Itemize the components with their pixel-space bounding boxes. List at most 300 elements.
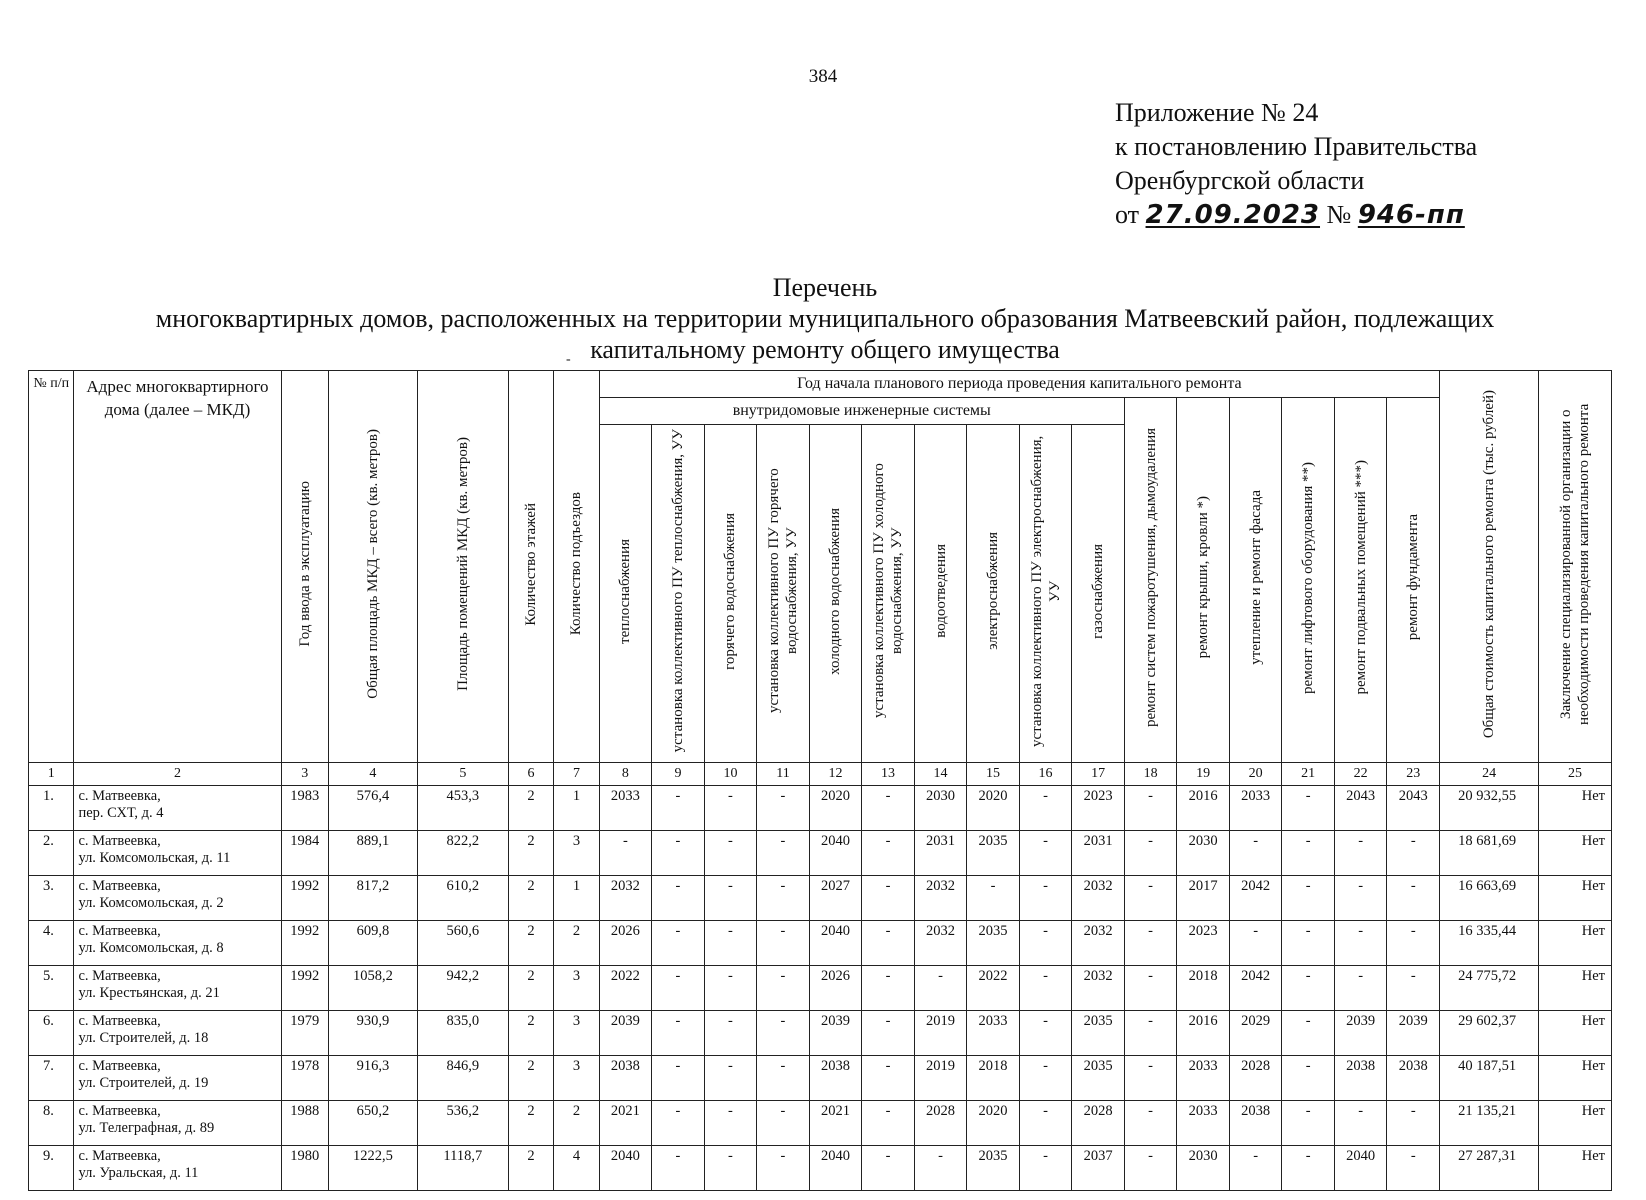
cell-col-15: 2020 bbox=[967, 786, 1020, 831]
cell-col-11: - bbox=[757, 1101, 810, 1146]
cell-col-12: 2040 bbox=[809, 831, 862, 876]
header-entrances: Количество подъездов bbox=[554, 371, 599, 763]
column-number: 10 bbox=[704, 763, 757, 786]
cell-col-4: 916,3 bbox=[328, 1056, 417, 1101]
cell-col-20: - bbox=[1229, 921, 1282, 966]
header-plan-group: Год начала планового периода проведения капитального ремонта bbox=[599, 371, 1439, 398]
cell-col-3: 1992 bbox=[281, 921, 328, 966]
cell-col-19: 2033 bbox=[1177, 1056, 1230, 1101]
cell-col-9: - bbox=[652, 786, 705, 831]
cell-col-16: - bbox=[1019, 786, 1072, 831]
cell-col-24: 20 932,55 bbox=[1440, 786, 1539, 831]
cell-col-9: - bbox=[652, 921, 705, 966]
cell-col-4: 930,9 bbox=[328, 1011, 417, 1056]
cell-col-9: - bbox=[652, 831, 705, 876]
cell-col-7: 1 bbox=[554, 876, 599, 921]
cell-col-22: - bbox=[1334, 876, 1387, 921]
header-num: № п/п bbox=[29, 371, 74, 763]
row-number: 3. bbox=[29, 876, 74, 921]
cell-col-8: 2032 bbox=[599, 876, 652, 921]
header-c16: установка коллективного ПУ электроснабжения, УУ bbox=[1019, 425, 1072, 763]
cell-col-3: 1983 bbox=[281, 786, 328, 831]
cell-col-6: 2 bbox=[508, 1056, 553, 1101]
column-number-row bbox=[29, 763, 1612, 786]
cell-col-10: - bbox=[704, 876, 757, 921]
cell-col-10: - bbox=[704, 1056, 757, 1101]
cell-col-6: 2 bbox=[508, 1011, 553, 1056]
header-c9: установка коллективного ПУ теплоснабжения, УУ bbox=[652, 425, 705, 763]
address-locality: с. Матвеевка, bbox=[78, 923, 161, 939]
cell-col-19: 2016 bbox=[1177, 1011, 1230, 1056]
cell-col-5: 846,9 bbox=[417, 1056, 508, 1101]
annex-date-line bbox=[1115, 198, 1477, 232]
annex-line-3: Оренбургской области bbox=[1115, 166, 1365, 195]
cell-col-24: 40 187,51 bbox=[1440, 1056, 1539, 1101]
cell-col-5: 822,2 bbox=[417, 831, 508, 876]
cell-col-12: 2040 bbox=[809, 1146, 862, 1191]
cell-col-19: 2023 bbox=[1177, 921, 1230, 966]
table-row bbox=[29, 786, 1612, 831]
cell-col-22: 2040 bbox=[1334, 1146, 1387, 1191]
cell-col-23: 2039 bbox=[1387, 1011, 1440, 1056]
cell-col-21: - bbox=[1282, 876, 1335, 921]
cell-col-7: 2 bbox=[554, 921, 599, 966]
column-number: 21 bbox=[1282, 763, 1335, 786]
cell-col-13: - bbox=[862, 1101, 915, 1146]
cell-col-21: - bbox=[1282, 786, 1335, 831]
cell-col-15: 2022 bbox=[967, 966, 1020, 1011]
cell-col-13: - bbox=[862, 1011, 915, 1056]
annex-line-1: Приложение № 24 bbox=[1115, 98, 1319, 127]
cell-col-13: - bbox=[862, 921, 915, 966]
header-c13: установка коллективного ПУ холодного водоснабжения, УУ bbox=[862, 425, 915, 763]
header-engineering-group: внутридомовые инженерные системы bbox=[599, 398, 1124, 425]
column-number: 13 bbox=[862, 763, 915, 786]
column-number: 19 bbox=[1177, 763, 1230, 786]
cell-col-3: 1978 bbox=[281, 1056, 328, 1101]
header-c17: газоснабжения bbox=[1072, 425, 1125, 763]
cell-col-17: 2035 bbox=[1072, 1011, 1125, 1056]
header-c11: установка коллективного ПУ горячего водоснабжения, УУ bbox=[757, 425, 810, 763]
cell-col-18: - bbox=[1124, 1056, 1177, 1101]
cell-col-15: 2033 bbox=[967, 1011, 1020, 1056]
cell-col-23: - bbox=[1387, 966, 1440, 1011]
cell-col-20: 2033 bbox=[1229, 786, 1282, 831]
page-number: 384 bbox=[808, 66, 838, 87]
cell-col-4: 650,2 bbox=[328, 1101, 417, 1146]
cell-col-13: - bbox=[862, 1056, 915, 1101]
header-year: Год ввода в эксплуатацию bbox=[281, 371, 328, 763]
cell-col-24: 16 663,69 bbox=[1440, 876, 1539, 921]
cell-col-19: 2017 bbox=[1177, 876, 1230, 921]
address-locality: с. Матвеевка, bbox=[78, 968, 161, 984]
cell-col-8: 2038 bbox=[599, 1056, 652, 1101]
table-row bbox=[29, 876, 1612, 921]
cell-col-10: - bbox=[704, 1101, 757, 1146]
column-number: 24 bbox=[1440, 763, 1539, 786]
cell-col-11: - bbox=[757, 876, 810, 921]
cell-col-11: - bbox=[757, 831, 810, 876]
row-address bbox=[74, 1011, 281, 1056]
column-number: 8 bbox=[599, 763, 652, 786]
address-street: ул. Строителей, д. 18 bbox=[78, 1030, 209, 1046]
cell-col-18: - bbox=[1124, 1101, 1177, 1146]
cell-col-6: 2 bbox=[508, 831, 553, 876]
cell-col-15: - bbox=[967, 876, 1020, 921]
cell-col-10: - bbox=[704, 831, 757, 876]
header-c15: электроснабжения bbox=[967, 425, 1020, 763]
table-row bbox=[29, 1146, 1612, 1191]
header-c8: теплоснабжения bbox=[599, 425, 652, 763]
cell-col-17: 2032 bbox=[1072, 921, 1125, 966]
row-number: 9. bbox=[29, 1146, 74, 1191]
column-number: 23 bbox=[1387, 763, 1440, 786]
cell-col-22: 2038 bbox=[1334, 1056, 1387, 1101]
title-line-1: Перечень bbox=[772, 273, 878, 302]
column-number: 17 bbox=[1072, 763, 1125, 786]
table-row bbox=[29, 831, 1612, 876]
cell-col-12: 2027 bbox=[809, 876, 862, 921]
row-address bbox=[74, 1146, 281, 1191]
cell-col-19: 2018 bbox=[1177, 966, 1230, 1011]
cell-col-14: 2028 bbox=[914, 1101, 967, 1146]
cell-col-20: 2029 bbox=[1229, 1011, 1282, 1056]
address-locality: с. Матвеевка, bbox=[78, 878, 161, 894]
cell-col-21: - bbox=[1282, 831, 1335, 876]
address-street: ул. Крестьянская, д. 21 bbox=[78, 985, 220, 1001]
cell-col-8: 2039 bbox=[599, 1011, 652, 1056]
cell-col-10: - bbox=[704, 966, 757, 1011]
cell-col-5: 942,2 bbox=[417, 966, 508, 1011]
date-prefix: от bbox=[1115, 200, 1140, 229]
title-line-3: капитальному ремонту общего имущества bbox=[590, 335, 1060, 364]
column-number: 6 bbox=[508, 763, 553, 786]
cell-col-18: - bbox=[1124, 1011, 1177, 1056]
cell-col-20: 2042 bbox=[1229, 876, 1282, 921]
cell-col-8: - bbox=[599, 831, 652, 876]
annex-block bbox=[1115, 96, 1477, 232]
row-number: 5. bbox=[29, 966, 74, 1011]
cell-col-6: 2 bbox=[508, 966, 553, 1011]
cell-col-16: - bbox=[1019, 921, 1072, 966]
row-address bbox=[74, 1101, 281, 1146]
cell-col-25: Нет bbox=[1539, 1101, 1612, 1146]
cell-col-15: 2018 bbox=[967, 1056, 1020, 1101]
address-street: ул. Телеграфная, д. 89 bbox=[78, 1120, 215, 1136]
cell-col-25: Нет bbox=[1539, 966, 1612, 1011]
cell-col-16: - bbox=[1019, 831, 1072, 876]
cell-col-10: - bbox=[704, 786, 757, 831]
cell-col-23: 2043 bbox=[1387, 786, 1440, 831]
cell-col-13: - bbox=[862, 966, 915, 1011]
cell-col-5: 1118,7 bbox=[417, 1146, 508, 1191]
address-locality: с. Матвеевка, bbox=[78, 1148, 161, 1164]
cell-col-4: 817,2 bbox=[328, 876, 417, 921]
number-prefix: № bbox=[1326, 200, 1352, 229]
cell-col-13: - bbox=[862, 876, 915, 921]
header-conclusion: Заключение специализированной организации о необходимости проведения капитального ремонта bbox=[1539, 371, 1612, 763]
cell-col-23: - bbox=[1387, 921, 1440, 966]
cell-col-10: - bbox=[704, 1146, 757, 1191]
cell-col-24: 24 775,72 bbox=[1440, 966, 1539, 1011]
cell-col-18: - bbox=[1124, 876, 1177, 921]
cell-col-25: Нет bbox=[1539, 1146, 1612, 1191]
cell-col-23: - bbox=[1387, 1146, 1440, 1191]
handwritten-date: 27.09.2023 bbox=[1145, 200, 1321, 230]
cell-col-14: 2031 bbox=[914, 831, 967, 876]
cell-col-18: - bbox=[1124, 1146, 1177, 1191]
column-number: 4 bbox=[328, 763, 417, 786]
cell-col-12: 2040 bbox=[809, 921, 862, 966]
cell-col-8: 2033 bbox=[599, 786, 652, 831]
row-number: 7. bbox=[29, 1056, 74, 1101]
cell-col-16: - bbox=[1019, 876, 1072, 921]
cell-col-14: 2032 bbox=[914, 921, 967, 966]
cell-col-16: - bbox=[1019, 1101, 1072, 1146]
cell-col-8: 2026 bbox=[599, 921, 652, 966]
cell-col-22: - bbox=[1334, 1101, 1387, 1146]
cell-col-22: - bbox=[1334, 831, 1387, 876]
address-street: ул. Комсомольская, д. 8 bbox=[78, 940, 224, 956]
cell-col-18: - bbox=[1124, 921, 1177, 966]
cell-col-14: 2019 bbox=[914, 1011, 967, 1056]
cell-col-11: - bbox=[757, 1146, 810, 1191]
address-street: ул. Строителей, д. 19 bbox=[78, 1075, 209, 1091]
cell-col-16: - bbox=[1019, 966, 1072, 1011]
row-number: 2. bbox=[29, 831, 74, 876]
header-c18: ремонт систем пожаротушения, дымоудаления bbox=[1124, 398, 1177, 763]
cell-col-12: 2020 bbox=[809, 786, 862, 831]
cell-col-24: 16 335,44 bbox=[1440, 921, 1539, 966]
cell-col-20: 2028 bbox=[1229, 1056, 1282, 1101]
cell-col-22: - bbox=[1334, 921, 1387, 966]
cell-col-18: - bbox=[1124, 966, 1177, 1011]
column-number: 11 bbox=[757, 763, 810, 786]
table-row bbox=[29, 1101, 1612, 1146]
column-number: 9 bbox=[652, 763, 705, 786]
cell-col-16: - bbox=[1019, 1011, 1072, 1056]
row-address bbox=[74, 966, 281, 1011]
row-number: 4. bbox=[29, 921, 74, 966]
cell-col-4: 609,8 bbox=[328, 921, 417, 966]
cell-col-7: 3 bbox=[554, 831, 599, 876]
column-number: 7 bbox=[554, 763, 599, 786]
header-total-area: Общая площадь МКД – всего (кв. метров) bbox=[328, 371, 417, 763]
address-locality: с. Матвеевка, bbox=[78, 1058, 161, 1074]
header-c12: холодного водоснабжения bbox=[809, 425, 862, 763]
cell-col-20: 2042 bbox=[1229, 966, 1282, 1011]
row-address bbox=[74, 831, 281, 876]
cell-col-7: 3 bbox=[554, 1056, 599, 1101]
cell-col-22: 2039 bbox=[1334, 1011, 1387, 1056]
column-number: 3 bbox=[281, 763, 328, 786]
cell-col-13: - bbox=[862, 831, 915, 876]
cell-col-21: - bbox=[1282, 1101, 1335, 1146]
cell-col-11: - bbox=[757, 1011, 810, 1056]
column-number: 22 bbox=[1334, 763, 1387, 786]
cell-col-3: 1992 bbox=[281, 876, 328, 921]
cell-col-23: - bbox=[1387, 876, 1440, 921]
cell-col-18: - bbox=[1124, 831, 1177, 876]
cell-col-21: - bbox=[1282, 1146, 1335, 1191]
cell-col-16: - bbox=[1019, 1146, 1072, 1191]
header-c20: утепление и ремонт фасада bbox=[1229, 398, 1282, 763]
document-title bbox=[60, 272, 1590, 365]
cell-col-15: 2035 bbox=[967, 1146, 1020, 1191]
address-street: ул. Комсомольская, д. 2 bbox=[78, 895, 224, 911]
cell-col-3: 1980 bbox=[281, 1146, 328, 1191]
cell-col-3: 1992 bbox=[281, 966, 328, 1011]
column-number: 20 bbox=[1229, 763, 1282, 786]
cell-col-24: 27 287,31 bbox=[1440, 1146, 1539, 1191]
cell-col-3: 1988 bbox=[281, 1101, 328, 1146]
header-c10: горячего водоснабжения bbox=[704, 425, 757, 763]
row-number: 8. bbox=[29, 1101, 74, 1146]
cell-col-11: - bbox=[757, 966, 810, 1011]
table-row bbox=[29, 1011, 1612, 1056]
cell-col-7: 3 bbox=[554, 1011, 599, 1056]
cell-col-18: - bbox=[1124, 786, 1177, 831]
cell-col-7: 3 bbox=[554, 966, 599, 1011]
cell-col-14: - bbox=[914, 966, 967, 1011]
cell-col-5: 560,6 bbox=[417, 921, 508, 966]
cell-col-25: Нет bbox=[1539, 786, 1612, 831]
cell-col-12: 2021 bbox=[809, 1101, 862, 1146]
cell-col-17: 2032 bbox=[1072, 966, 1125, 1011]
cell-col-9: - bbox=[652, 1101, 705, 1146]
cell-col-6: 2 bbox=[508, 1146, 553, 1191]
address-street: ул. Комсомольская, д. 11 bbox=[78, 850, 231, 866]
header-c21: ремонт лифтового оборудования **) bbox=[1282, 398, 1335, 763]
cell-col-13: - bbox=[862, 786, 915, 831]
cell-col-25: Нет bbox=[1539, 831, 1612, 876]
cell-col-22: - bbox=[1334, 966, 1387, 1011]
handwritten-number: 946-пп bbox=[1357, 200, 1465, 230]
repair-table bbox=[28, 370, 1612, 1191]
cell-col-9: - bbox=[652, 966, 705, 1011]
cell-col-4: 1222,5 bbox=[328, 1146, 417, 1191]
table-row bbox=[29, 966, 1612, 1011]
column-number: 5 bbox=[417, 763, 508, 786]
cell-col-11: - bbox=[757, 786, 810, 831]
row-address bbox=[74, 1056, 281, 1101]
table-row bbox=[29, 921, 1612, 966]
cell-col-4: 1058,2 bbox=[328, 966, 417, 1011]
cell-col-20: - bbox=[1229, 1146, 1282, 1191]
cell-col-23: - bbox=[1387, 1101, 1440, 1146]
cell-col-6: 2 bbox=[508, 921, 553, 966]
address-street: ул. Уральская, д. 11 bbox=[78, 1165, 199, 1181]
cell-col-7: 1 bbox=[554, 786, 599, 831]
cell-col-8: 2022 bbox=[599, 966, 652, 1011]
cell-col-17: 2031 bbox=[1072, 831, 1125, 876]
cell-col-14: 2032 bbox=[914, 876, 967, 921]
cell-col-5: 453,3 bbox=[417, 786, 508, 831]
cell-col-10: - bbox=[704, 921, 757, 966]
cell-col-22: 2043 bbox=[1334, 786, 1387, 831]
cell-col-15: 2035 bbox=[967, 831, 1020, 876]
address-locality: с. Матвеевка, bbox=[78, 833, 161, 849]
cell-col-17: 2023 bbox=[1072, 786, 1125, 831]
cell-col-9: - bbox=[652, 876, 705, 921]
cell-col-17: 2035 bbox=[1072, 1056, 1125, 1101]
cell-col-20: - bbox=[1229, 831, 1282, 876]
cell-col-23: 2038 bbox=[1387, 1056, 1440, 1101]
header-c14: водоотведения bbox=[914, 425, 967, 763]
cell-col-13: - bbox=[862, 1146, 915, 1191]
annex-line-2: к постановлению Правительства bbox=[1115, 132, 1478, 161]
row-number: 6. bbox=[29, 1011, 74, 1056]
column-number: 25 bbox=[1539, 763, 1612, 786]
cell-col-12: 2039 bbox=[809, 1011, 862, 1056]
cell-col-16: - bbox=[1019, 1056, 1072, 1101]
cell-col-7: 4 bbox=[554, 1146, 599, 1191]
cell-col-24: 29 602,37 bbox=[1440, 1011, 1539, 1056]
cell-col-3: 1984 bbox=[281, 831, 328, 876]
header-total-cost: Общая стоимость капитального ремонта (тыс. рублей) bbox=[1440, 371, 1539, 763]
header-dash-mark: - bbox=[566, 352, 571, 367]
table-row bbox=[29, 1056, 1612, 1101]
header-floors: Количество этажей bbox=[508, 371, 553, 763]
cell-col-5: 610,2 bbox=[417, 876, 508, 921]
cell-col-12: 2026 bbox=[809, 966, 862, 1011]
cell-col-17: 2028 bbox=[1072, 1101, 1125, 1146]
row-address bbox=[74, 921, 281, 966]
cell-col-10: - bbox=[704, 1011, 757, 1056]
cell-col-11: - bbox=[757, 1056, 810, 1101]
cell-col-7: 2 bbox=[554, 1101, 599, 1146]
title-line-2: многоквартирных домов, расположенных на территории муниципального образования Матвеевский район, подлежащих bbox=[155, 304, 1495, 333]
cell-col-3: 1979 bbox=[281, 1011, 328, 1056]
cell-col-24: 21 135,21 bbox=[1440, 1101, 1539, 1146]
header-c19: ремонт крыши, кровли *) bbox=[1177, 398, 1230, 763]
header-c22: ремонт подвальных помещений ***) bbox=[1334, 398, 1387, 763]
cell-col-20: 2038 bbox=[1229, 1101, 1282, 1146]
cell-col-14: - bbox=[914, 1146, 967, 1191]
address-street: пер. СХТ, д. 4 bbox=[78, 805, 164, 821]
cell-col-5: 536,2 bbox=[417, 1101, 508, 1146]
header-c23: ремонт фундамента bbox=[1387, 398, 1440, 763]
cell-col-14: 2019 bbox=[914, 1056, 967, 1101]
cell-col-25: Нет bbox=[1539, 1011, 1612, 1056]
cell-col-25: Нет bbox=[1539, 876, 1612, 921]
row-number: 1. bbox=[29, 786, 74, 831]
cell-col-8: 2040 bbox=[599, 1146, 652, 1191]
cell-col-6: 2 bbox=[508, 876, 553, 921]
cell-col-15: 2035 bbox=[967, 921, 1020, 966]
cell-col-25: Нет bbox=[1539, 1056, 1612, 1101]
header-premises-area: Площадь помещений МКД (кв. метров) bbox=[417, 371, 508, 763]
cell-col-19: 2030 bbox=[1177, 831, 1230, 876]
address-locality: с. Матвеевка, bbox=[78, 788, 161, 804]
address-locality: с. Матвеевка, bbox=[78, 1013, 161, 1029]
cell-col-19: 2033 bbox=[1177, 1101, 1230, 1146]
column-number: 18 bbox=[1124, 763, 1177, 786]
cell-col-6: 2 bbox=[508, 786, 553, 831]
cell-col-21: - bbox=[1282, 1011, 1335, 1056]
cell-col-24: 18 681,69 bbox=[1440, 831, 1539, 876]
column-number: 2 bbox=[74, 763, 281, 786]
header-address: Адрес многоквартирного дома (далее – МКД) bbox=[74, 371, 281, 763]
address-locality: с. Матвеевка, bbox=[78, 1103, 161, 1119]
cell-col-25: Нет bbox=[1539, 921, 1612, 966]
cell-col-9: - bbox=[652, 1056, 705, 1101]
cell-col-12: 2038 bbox=[809, 1056, 862, 1101]
cell-col-6: 2 bbox=[508, 1101, 553, 1146]
row-address bbox=[74, 786, 281, 831]
cell-col-15: 2020 bbox=[967, 1101, 1020, 1146]
cell-col-9: - bbox=[652, 1146, 705, 1191]
